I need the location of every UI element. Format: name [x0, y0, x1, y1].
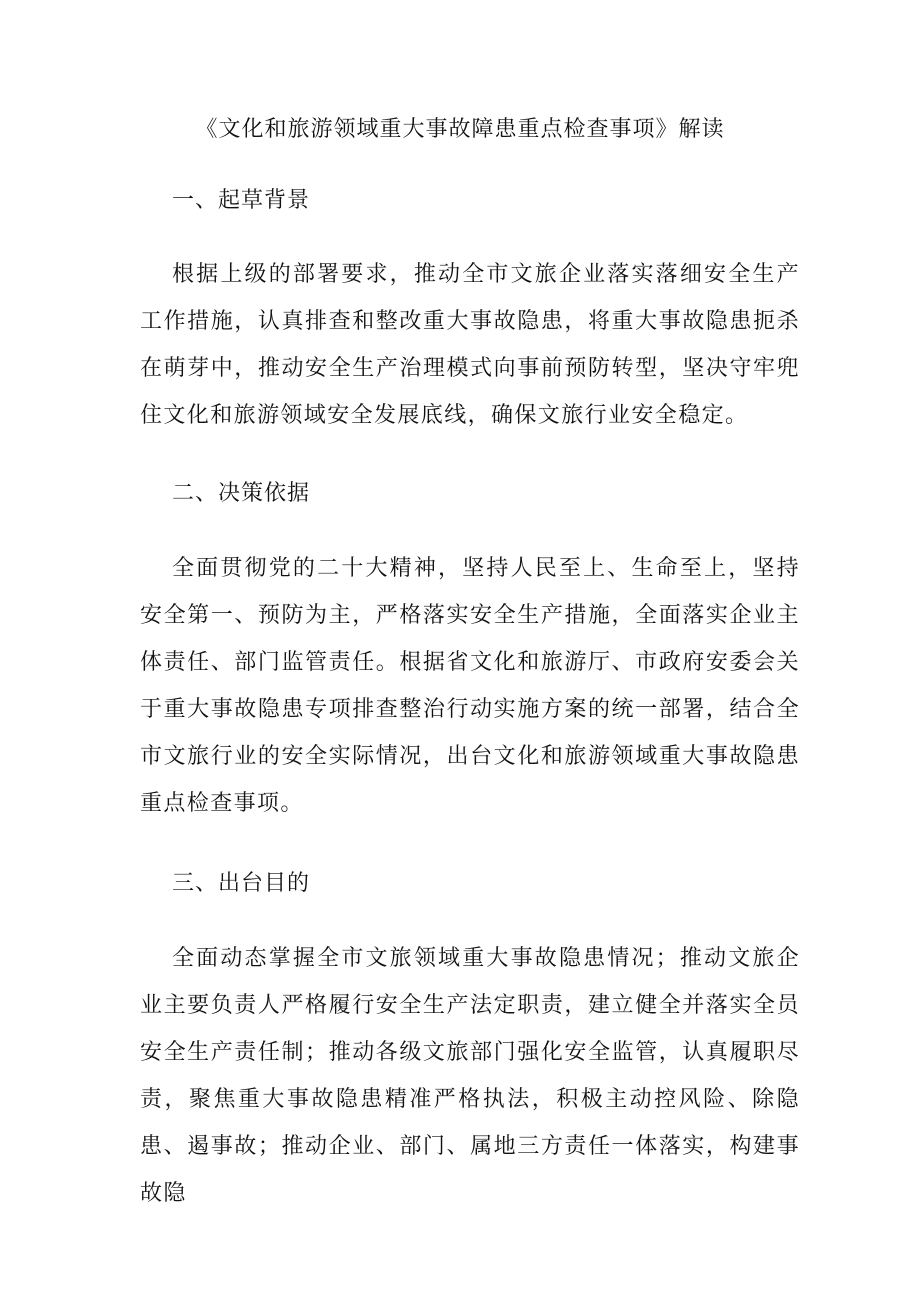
section-heading-purpose: 三、出台目的 — [172, 871, 311, 896]
section-paragraph-basis: 全面贯彻党的二十大精神，坚持人民至上、生命至上，坚持安全第一、预防为主，严格落实安全生产措施，全面落实企业主体责任、部门监管责任。根据省文化和旅游厅、市政府安委会关于重大事故隐患专项排查整治行动实施方案的统一部署，结合全市文旅行业的安全实际情况，出台文化和旅游领域重大事故隐患重点检查事项。 — [140, 556, 800, 816]
document-title: 《文化和旅游领域重大事故障患重点检查事项》解读 — [195, 117, 725, 142]
section-paragraph-background: 根据上级的部署要求，推动全市文旅企业落实落细安全生产工作措施，认真排查和整改重大事故隐患，将重大事故隐患扼杀在萌芽中，推动安全生产治理模式向事前预防转型，坚决守牢兜住文化和旅游领域安全发展底线，确保文旅行业安全稳定。 — [140, 262, 800, 428]
section-paragraph-purpose: 全面动态掌握全市文旅领域重大事故隐患情况；推动文旅企业主要负责人严格履行安全生产法定职责，建立健全并落实全员安全生产责任制；推动各级文旅部门强化安全监管，认真履职尽责，聚焦重大事故隐患精准严格执法，积极主动控风险、除隐患、遏事故；推动企业、部门、属地三方责任一体落实，构建事故隐 — [140, 946, 800, 1206]
section-heading-background: 一、起草背景 — [172, 188, 311, 213]
section-heading-basis: 二、决策依据 — [172, 481, 311, 506]
